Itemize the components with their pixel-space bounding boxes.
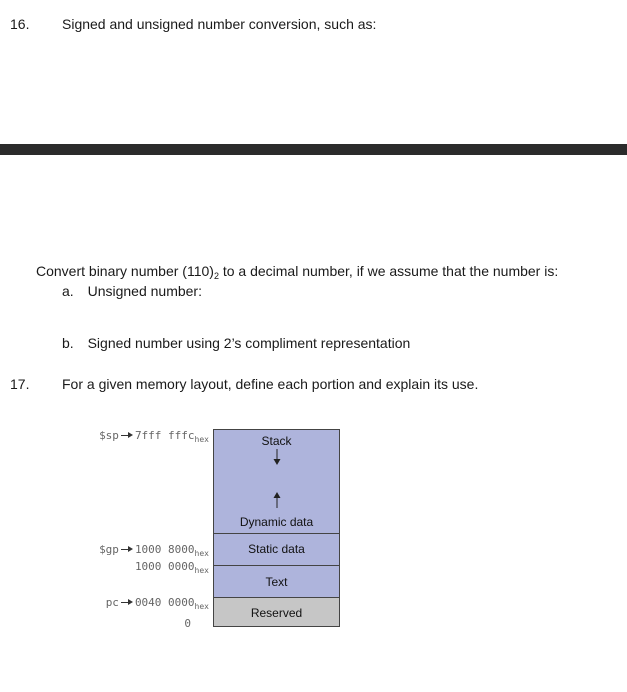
sp-pointer-arrow-icon [121,432,133,440]
pc-hex-subscript: hex [194,602,209,611]
text-segment [214,565,339,597]
question-17-text: For a given memory layout, define each portion and explain its use. [62,376,479,392]
gp-pointer-arrow-icon [121,546,133,554]
heap-growth-up-arrow-icon [272,491,282,509]
reserved-label: Reserved [250,606,303,620]
sp-address-label [99,429,209,444]
question-17-number: 17. [10,376,30,392]
memory-layout-diagram [213,429,340,627]
conversion-prompt-start: Convert binary number (110) [36,263,214,279]
gp-address-label [99,543,209,558]
gp-register: $gp [99,543,119,556]
stack-dynamic-region [214,430,339,533]
option-a-marker: a. [62,283,74,299]
stack-label: Stack [261,434,292,448]
gp-hex-subscript: hex [194,549,209,558]
static-hex-subscript: hex [194,566,209,575]
stack-growth-down-arrow-icon [272,448,282,466]
static-base-address-value: 1000 0000 [134,560,195,573]
dynamic-data-label: Dynamic data [239,515,314,529]
static-data-segment [214,533,339,565]
option-b-marker: b. [62,335,74,351]
question-16-text: Signed and unsigned number conversion, such as: [62,16,377,32]
text-segment-label: Text [265,575,288,589]
base-subscript: 2 [213,271,219,281]
zero-address-label: 0 [184,617,191,630]
option-a [62,283,202,299]
reserved-segment [214,597,339,626]
option-a-text: Unsigned number: [87,283,202,299]
sp-register: $sp [99,429,119,442]
static-data-label: Static data [248,542,305,556]
pc-address-label [106,596,209,611]
conversion-prompt [36,263,558,281]
option-b-text: Signed number using 2’s compliment representation [87,335,411,351]
sp-address-value: 7fff fffc [134,429,195,442]
pc-register: pc [105,596,119,609]
section-divider-bar [0,144,627,155]
pc-address-value: 0040 0000 [134,596,195,609]
pc-pointer-arrow-icon [121,599,133,607]
gp-address-value: 1000 8000 [134,543,195,556]
question-16-number: 16. [10,16,30,32]
conversion-prompt-end: to a decimal number, if we assume that the number is: [218,263,559,279]
sp-hex-subscript: hex [194,435,209,444]
static-base-address-label [135,560,209,575]
option-b [62,335,410,351]
